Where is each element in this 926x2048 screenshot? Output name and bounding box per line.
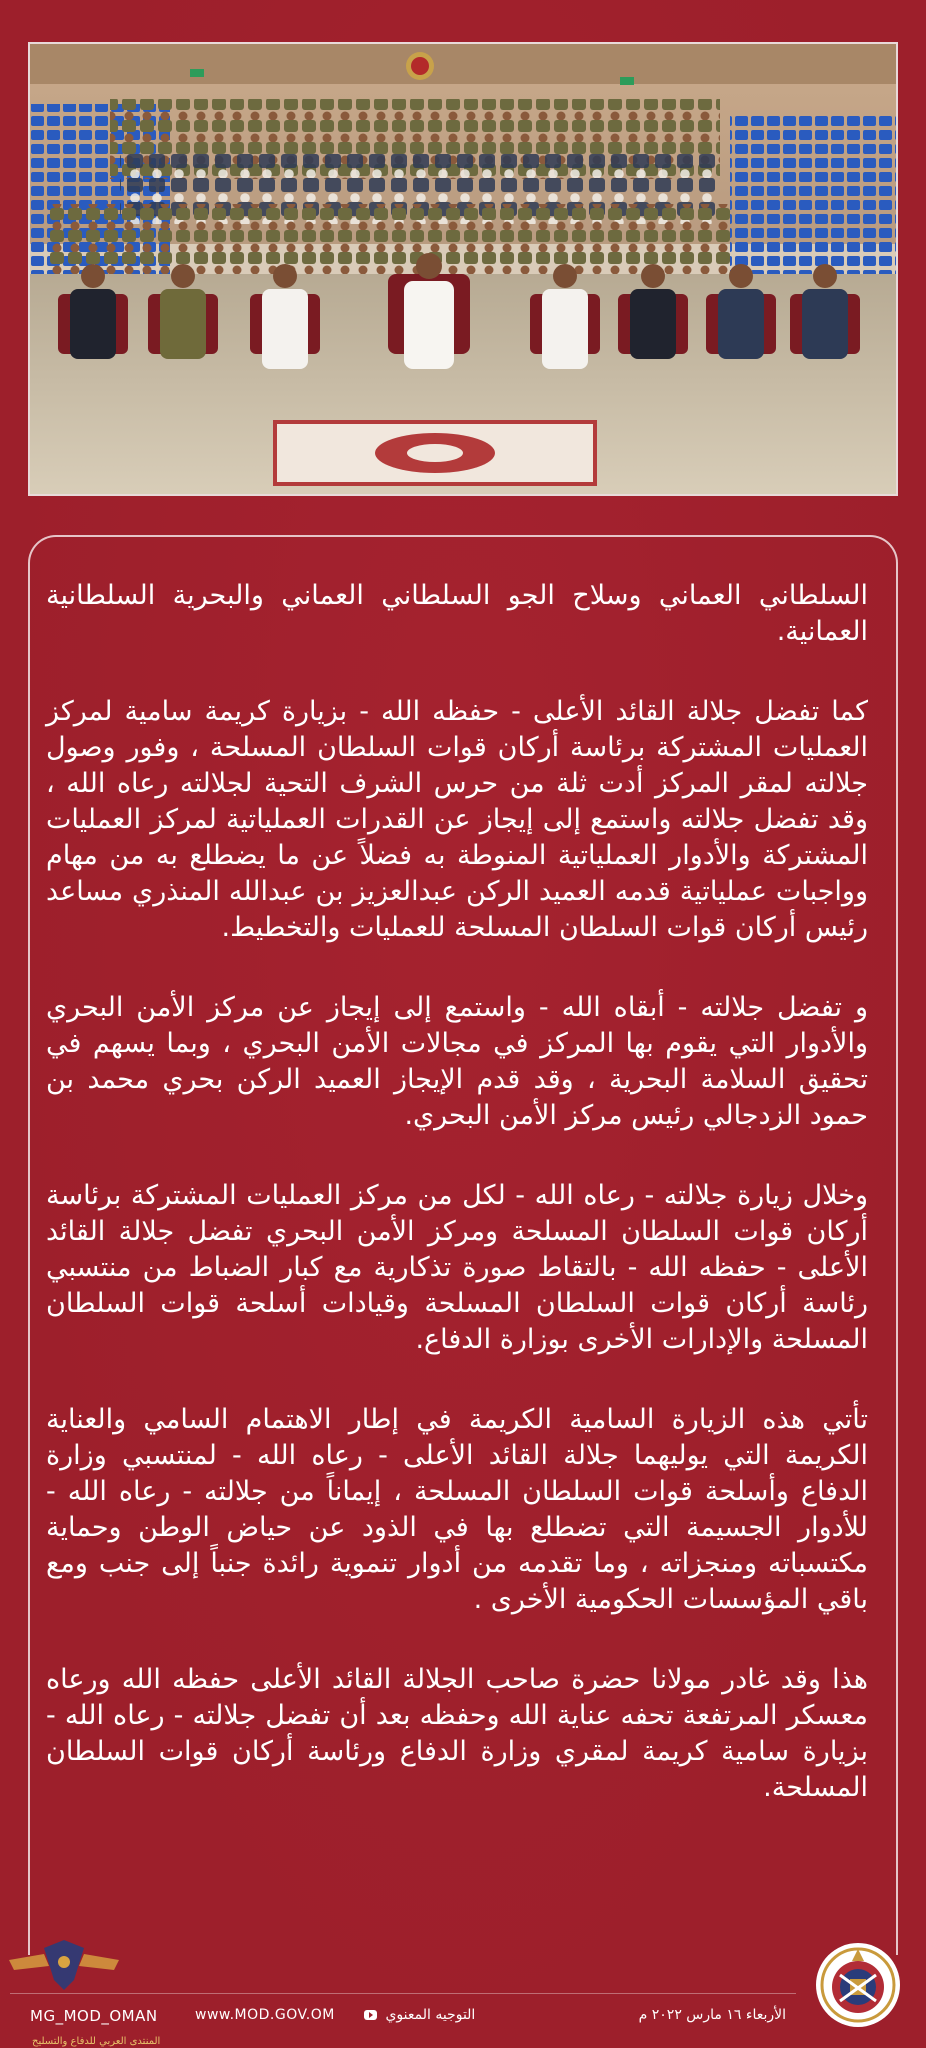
group-photo <box>28 42 898 496</box>
footer-date: الأربعاء ١٦ مارس ٢٠٢٢ م <box>638 2007 786 2023</box>
footer-bar <box>0 1985 926 2048</box>
article-paragraph: و تفضل جلالته - أبقاه الله - واستمع إلى إيجاز عن مركز الأمن البحري والأدوار التي يقوم بها المركز في مجالات الأمن البحري ، وبما يسهم في تحقيق السلامة البحرية ، وقد قدم الإيجاز العميد الركن بحري محمد بن حمود الزدجالي رئيس مركز الأمن البحري. <box>46 992 868 1131</box>
footer-channel[interactable] <box>360 2007 475 2023</box>
ministry-emblem-icon <box>810 1935 906 2031</box>
footer-channel-label: التوجيه المعنوي <box>385 2007 476 2023</box>
article-paragraph: تأتي هذه الزيارة السامية الكريمة في إطار الاهتمام السامي والعناية الكريمة التي يوليهما جلالة القائد الأعلى - رعاه الله - لمنتسبي وزارة الدفاع وأسلحة قوات السلطان المسلحة ، إيماناً من جلالته - رعاه الله - للأدوار الجسيمة التي تضطلع بها في الذود عن حياض الوطن وحماية مكتسباته ومنجزاته ، وما تقدمه من أدوار تنموية رائدة جنباً إلى جنب ومع باقي المؤسسات الحكومية الأخرى . <box>46 1404 868 1615</box>
article-paragraph: وخلال زيارة جلالته - رعاه الله - لكل من مركز العمليات المشتركة برئاسة أركان قوات السلطان المسلحة ومركز الأمن البحري تفضل جلالة القائد الأعلى - حفظه الله - بالتقاط صورة تذكارية مع كبار الضباط من منتسبي رئاسة أركان قوات السلطان المسلحة وقيادات أسلحة قوات السلطان المسلحة والإدارات الأخرى بوزارة الدفاع. <box>46 1180 868 1355</box>
footer-divider <box>10 1993 796 1994</box>
footer-website-link[interactable]: www.MOD.GOV.OM <box>195 2007 335 2023</box>
youtube-icon <box>364 2010 377 2020</box>
article-paragraph: هذا وقد غادر مولانا حضرة صاحب الجلالة القائد الأعلى حفظه الله ورعاه معسكر المرتفعة تحفه عناية الله وحفظه بعد أن تفضل جلالته - رعاه الله - بزيارة سامية كريمة لمقري وزارة الدفاع ورئاسة أركان قوات السلطان المسلحة. <box>46 1664 868 1803</box>
article-paragraph: كما تفضل جلالة القائد الأعلى - حفظه الله - بزيارة كريمة سامية لمركز العمليات المشتركة برئاسة أركان قوات السلطان المسلحة ، وفور وصول جلالته لمقر المركز أدت ثلة من حرس الشرف التحية لجلالته رعاه الله ، وقد تفضل جلالته واستمع إلى إيجاز عن القدرات العملياتية لمركز العمليات المشتركة والأدوار العملياتية المنوطة به فضلاً عن ما يضطلع به من مهام وواجبات عملياتية قدمه العميد الركن عبدالعزيز بن عبدالله المنذري مساعد رئيس أركان قوات السلطان المسلحة للعمليات والتخطيط. <box>46 696 868 943</box>
forum-watermark-text: المنتدى العربي للدفاع والتسليح <box>32 2036 161 2047</box>
article-paragraph: السلطاني العماني وسلاح الجو السلطاني العماني والبحرية السلطانية العمانية. <box>46 580 868 647</box>
footer-social-handle[interactable]: MG_MOD_OMAN <box>30 2007 158 2025</box>
article-body <box>46 578 868 1850</box>
